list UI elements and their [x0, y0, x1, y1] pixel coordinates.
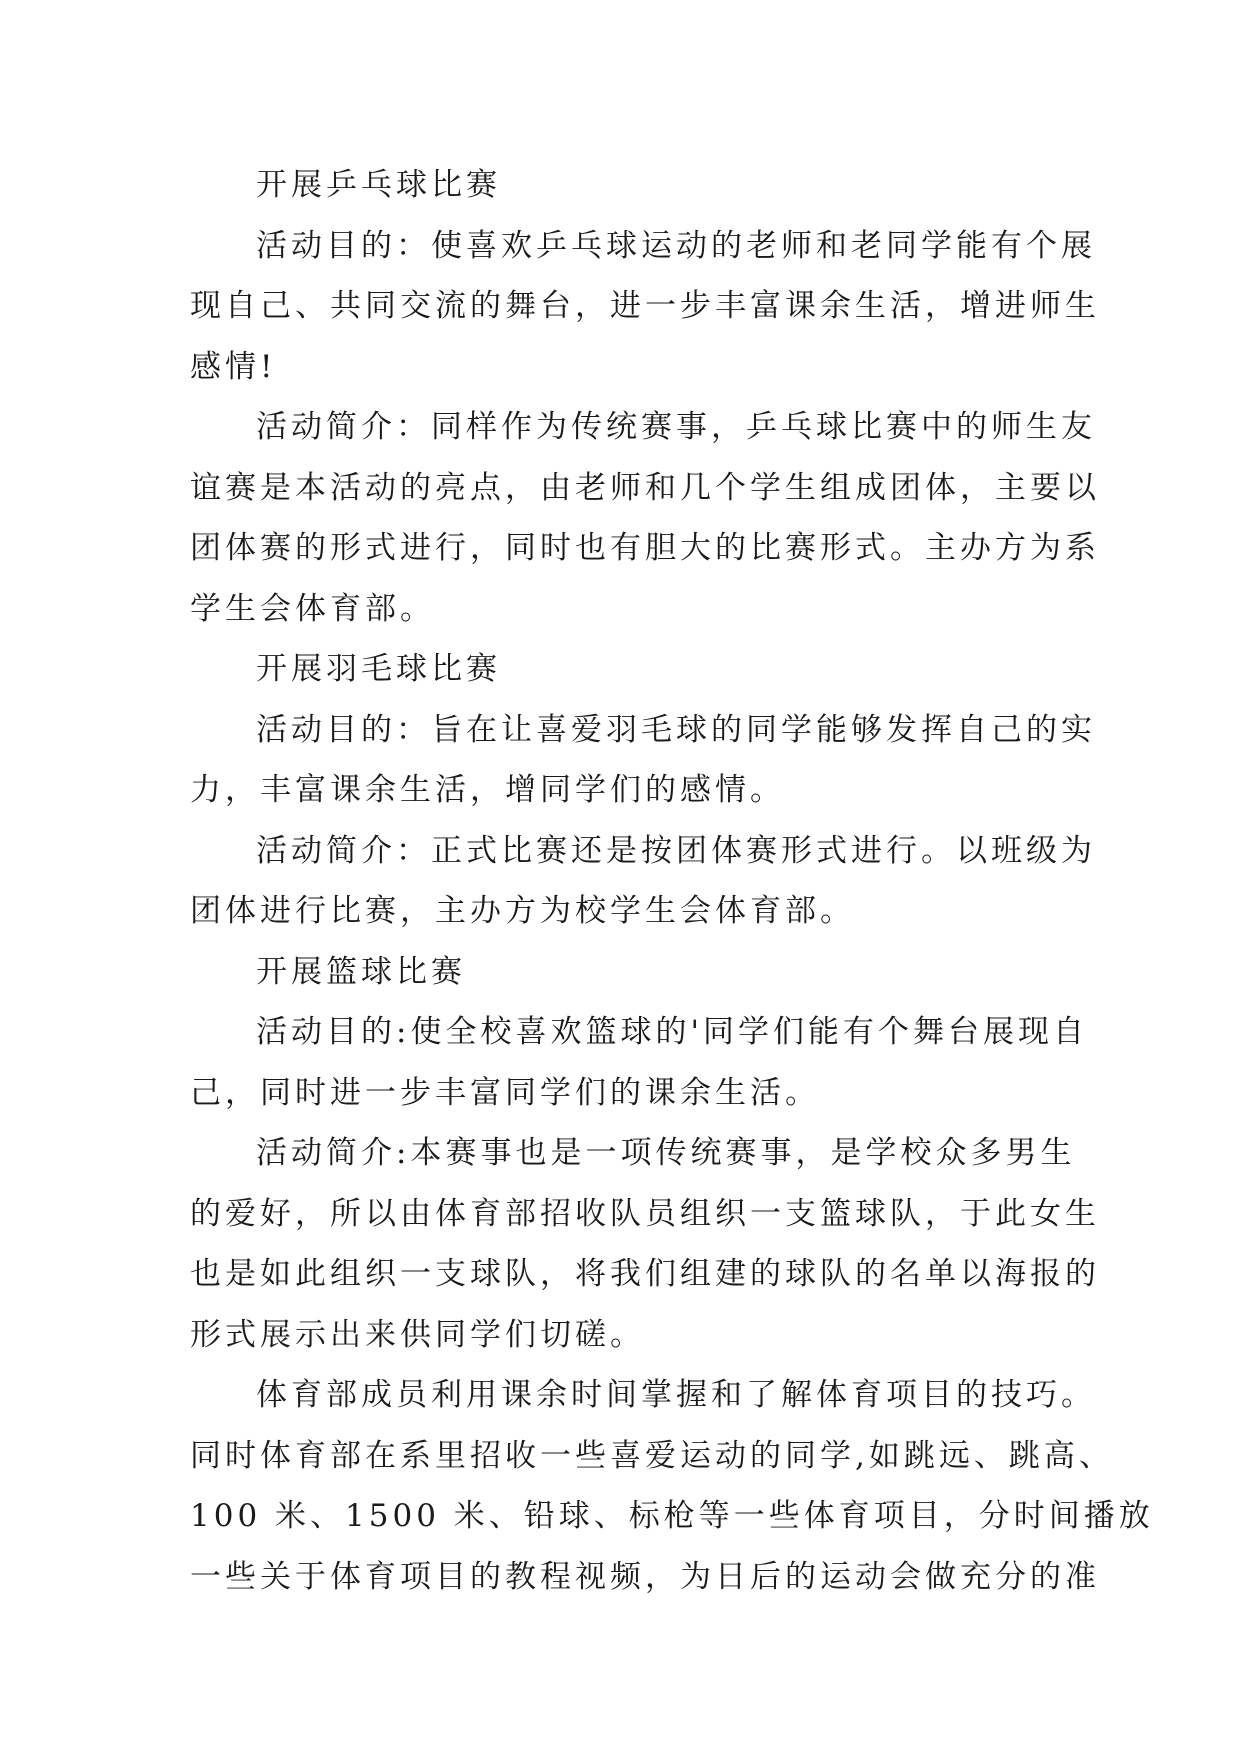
section-heading-table-tennis: 开展乒乓球比赛 — [256, 167, 501, 203]
paragraph-line: 的爱好，所以由体育部招收队员组织一支篮球队，于此女生 — [190, 1195, 1100, 1232]
paragraph-line: 100 米、1500 米、铅球、标枪等一些体育项目，分时间播放 — [190, 1498, 1154, 1534]
paragraph-line: 活动简介：正式比赛还是按团体赛形式进行。以班级为 — [256, 832, 1096, 869]
paragraph-line: 一些关于体育项目的教程视频，为日后的运动会做充分的准 — [190, 1558, 1100, 1595]
paragraph-line: 活动目的：旨在让喜爱羽毛球的同学能够发挥自己的实 — [256, 711, 1096, 748]
paragraph-line: 活动目的：使喜欢乒乓球运动的老师和老同学能有个展 — [256, 227, 1096, 264]
paragraph-line: 现自己、共同交流的舞台，进一步丰富课余生活，增进师生 — [190, 288, 1100, 324]
paragraph-line: 形式展示出来供同学们切磋。 — [190, 1316, 645, 1353]
paragraph-line: 也是如此组织一支球队，将我们组建的球队的名单以海报的 — [190, 1256, 1100, 1292]
paragraph-line: 感情! — [190, 348, 277, 385]
document-body — [190, 155, 1154, 1607]
paragraph-line: 团体进行比赛，主办方为校学生会体育部。 — [190, 893, 855, 929]
section-heading-basketball: 开展篮球比赛 — [256, 953, 466, 990]
paragraph-line: 体育部成员利用课余时间掌握和了解体育项目的技巧。 — [256, 1377, 1096, 1413]
paragraph-line: 谊赛是本活动的亮点，由老师和几个学生组成团体，主要以 — [190, 469, 1100, 506]
paragraph-line: 力，丰富课余生活，增同学们的感情。 — [190, 772, 785, 808]
paragraph-line: 活动简介:本赛事也是一项传统赛事，是学校众多男生 — [256, 1135, 1076, 1171]
paragraph-line: 己，同时进一步丰富同学们的课余生活。 — [190, 1074, 820, 1111]
paragraph-line: 活动目的:使全校喜欢篮球的'同学们能有个舞台展现自 — [256, 1014, 1088, 1050]
paragraph-line: 学生会体育部。 — [190, 590, 435, 627]
paragraph-line: 活动简介：同样作为传统赛事，乒乓球比赛中的师生友 — [256, 409, 1096, 445]
section-heading-badminton: 开展羽毛球比赛 — [256, 651, 501, 687]
paragraph-line: 团体赛的形式进行，同时也有胆大的比赛形式。主办方为系 — [190, 530, 1100, 566]
paragraph-line: 同时体育部在系里招收一些喜爱运动的同学,如跳远、跳高、 — [190, 1437, 1114, 1474]
